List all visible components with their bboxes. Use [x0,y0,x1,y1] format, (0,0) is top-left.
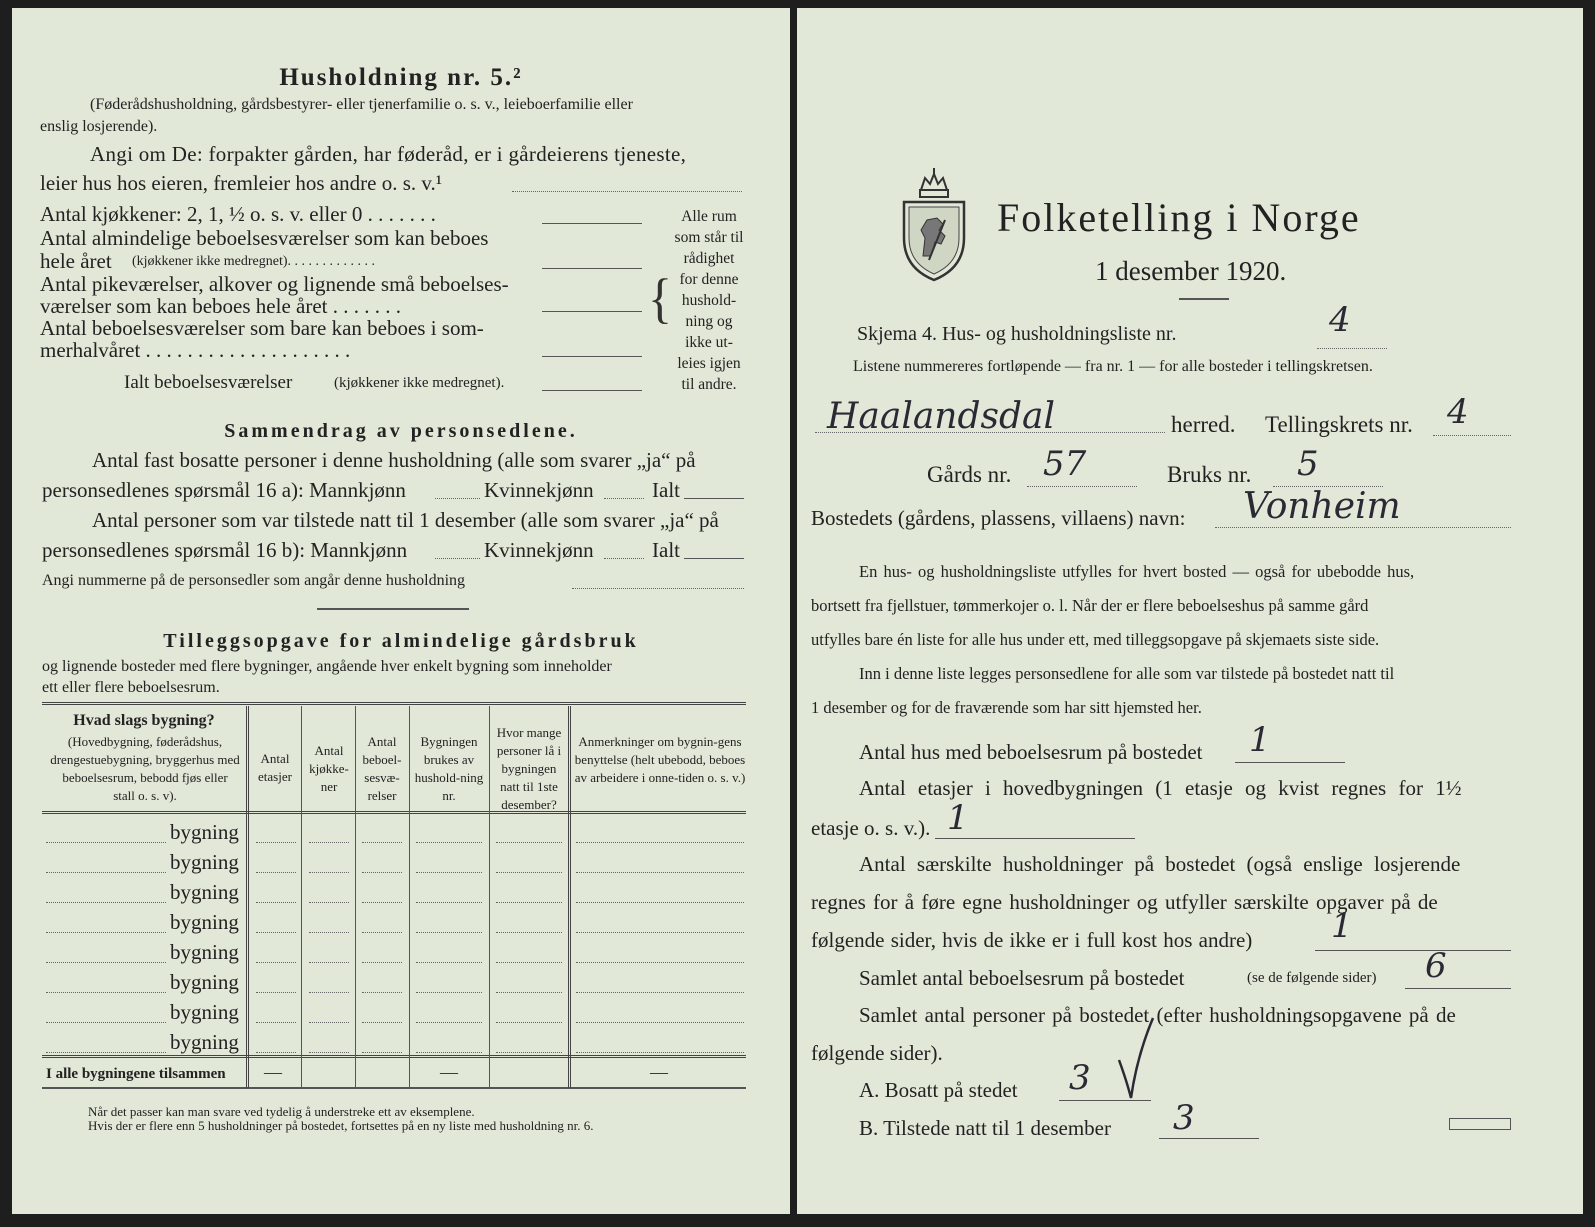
rooms-summer-1: Antal beboelsesværelser som bare kan beboes i som- [40,316,484,340]
right-page [797,8,1583,1214]
side-note: Alle rum som står til rådighet for denne hushold- ning og ikke ut- leies igjen til andre. [674,208,744,393]
row-answer-line [362,932,402,933]
coat-of-arms-icon [901,168,967,282]
answer-line [542,223,642,224]
answer-line [1317,348,1387,349]
row-answer-line [496,992,562,993]
row-label: bygning [170,910,239,934]
row-answer-line [309,1052,349,1053]
row-label: bygning [170,850,239,874]
table-top-rule [42,702,746,705]
q-etasjer-2: etasje o. s. v.). [811,816,931,840]
rooms-kitchens: Antal kjøkkener: 2, 1, ½ o. s. v. eller 0 . . . . . . . [40,202,436,226]
q-etasjer-1: Antal etasjer i hovedbygningen (1 etasje og kvist regnes for 1½ [859,776,1462,800]
row-answer-line [256,992,296,993]
row-answer-line [576,1052,744,1053]
answer-line [1235,762,1345,763]
tellingskrets-label: Tellingskrets nr. [1265,412,1413,437]
angi-line-2: leier hus hos eieren, fremleier hos andre o. s. v.¹ [40,171,443,195]
row-answer-line [309,992,349,993]
bosted-label: Bostedets (gårdens, plassens, villaens) navn: [811,506,1186,530]
row-answer-line [416,962,482,963]
col-divider [568,706,571,1088]
row-answer-line [256,842,296,843]
q-b-hw: 3 [1173,1098,1195,1138]
printer-stamp [1449,1118,1511,1130]
angi-nummerne: Angi nummerne på de personsedler som angår denne husholdning [42,572,466,589]
row-label: bygning [170,1030,239,1054]
answer-line [435,498,480,499]
row-answer-line [309,842,349,843]
row-answer-line [46,962,166,963]
row-answer-line [309,872,349,873]
row-answer-line [576,992,744,993]
total-dash: — [440,1062,458,1082]
summary-line-3: Antal personer som var tilstede natt til 1 desember (alle som svarer „ja“ på [92,508,719,532]
footnote-2: Hvis der er flere enn 5 husholdninger på bostedet, fortsettes på en ny liste med husholdning nr. 6. [88,1118,594,1133]
answer-line [684,558,744,559]
rooms-small-1: Antal pikeværelser, alkover og lignende små beboelses- [40,272,509,296]
answer-line [1433,435,1511,436]
q-hush-2: regnes for å føre egne husholdninger og utfyller særskilte opgaver på de [811,890,1438,914]
ialt-note: (kjøkkener ikke medregnet). [334,375,505,391]
bruks-hw: 5 [1297,444,1319,484]
summary-title: Sammendrag av personsedlene. [224,420,578,442]
th-remarks: Anmerkninger om bygnin-gens benyttelse (helt ubebodd, beboes av arbeidere i onne-tiden o. s. v.) [574,734,746,785]
skjema-label: Skjema 4. Hus- og husholdningsliste nr. [857,323,1177,345]
summary-line-1: Antal fast bosatte personer i denne husholdning (alle som svarer „ja“ på [92,448,696,472]
row-answer-line [46,992,166,993]
instruction-4: Inn i denne liste legges personsedlene for alle som var tilstede på bostedet natt til [859,664,1395,683]
ialt-label: Ialt beboelsesværelser [124,372,293,393]
rooms-summer-2: merhalvåret . . . . . . . . . . . . . . . . . . . . [40,338,351,362]
listene-note: Listene nummereres fortløpende — fra nr. 1 — for alle bosteder i tellingskretsen. [853,358,1373,375]
row-answer-line [256,872,296,873]
row-answer-line [496,1052,562,1053]
row-label: bygning [170,940,239,964]
row-label: bygning [170,880,239,904]
row-answer-line [362,962,402,963]
answer-line [935,838,1135,839]
q-b: B. Tilstede natt til 1 desember [859,1116,1111,1140]
row-answer-line [362,992,402,993]
row-answer-line [496,1022,562,1023]
row-answer-line [46,842,166,843]
row-answer-line [309,1022,349,1023]
row-answer-line [256,1052,296,1053]
skjema-number-hw: 4 [1329,300,1351,340]
row-answer-line [362,842,402,843]
row-answer-line [256,1022,296,1023]
supplement-intro-1: og lignende bosteder med flere bygninger, angående hver enkelt bygning som inneholder [42,658,612,675]
answer-line [1027,486,1137,487]
summary-line-4: personsedlenes spørsmål 16 b): Mannkjønn [42,538,408,562]
census-title: Folketelling i Norge [997,195,1361,240]
total-dash: — [264,1062,282,1082]
intro-line-1: (Føderådshusholdning, gårdsbestyrer- eller tjenerfamilie o. s. v., leieboerfamilie eller [90,96,633,113]
row-answer-line [46,872,166,873]
left-page [12,8,790,1214]
supplement-title: Tilleggsopgave for almindelige gårdsbruk [163,630,639,652]
row-answer-line [256,902,296,903]
q-hush-1: Antal særskilte husholdninger på bostedet (også enslige losjerende [859,852,1461,876]
row-answer-line [576,902,744,903]
row-answer-line [362,872,402,873]
angi-answer-line [512,191,742,192]
row-answer-line [496,932,562,933]
row-answer-line [416,902,482,903]
census-date: 1 desember 1920. [1095,256,1287,286]
q-rum: Samlet antal beboelsesrum på bostedet [859,966,1185,990]
row-answer-line [416,872,482,873]
row-answer-line [576,872,744,873]
summary-ialt-1: Ialt [652,478,680,502]
summary-line-2: personsedlenes spørsmål 16 a): Mannkjønn [42,478,406,502]
bruks-label: Bruks nr. [1167,462,1252,487]
gards-label: Gårds nr. [927,462,1012,487]
q-pers-1: Samlet antal personer på bostedet (efter husholdningsopgavene på de [859,1003,1456,1027]
row-answer-line [362,1052,402,1053]
row-answer-line [362,1022,402,1023]
answer-line [1315,950,1511,951]
row-answer-line [576,842,744,843]
herred-hw: Haalandsdal [827,396,1056,437]
q-rum-note: (se de følgende sider) [1247,970,1377,986]
brace: { [648,267,672,329]
row-answer-line [46,1022,166,1023]
gards-hw: 57 [1043,444,1087,484]
row-answer-line [416,932,482,933]
row-answer-line [416,1022,482,1023]
rooms-small-2: værelser som kan beboes hele året . . . . . . . [40,294,401,318]
row-label: bygning [170,820,239,844]
row-answer-line [309,932,349,933]
total-dash: — [650,1062,668,1082]
q-hus-hw: 1 [1249,720,1271,760]
col-divider [409,706,410,1088]
answer-line [1059,1100,1151,1101]
q-a: A. Bosatt på stedet [859,1078,1018,1102]
answer-line [542,311,642,312]
row-answer-line [576,932,744,933]
q-hush-3: følgende sider, hvis de ikke er i full kost hos andre) [811,928,1253,952]
col-divider [355,706,356,1088]
row-answer-line [309,902,349,903]
q-rum-hw: 6 [1425,946,1447,986]
supplement-intro-2: ett eller flere beboelsesrum. [42,679,220,696]
th-used-by: Bygningen brukes av hushold-ning nr. [414,734,484,803]
row-answer-line [576,962,744,963]
check-mark-icon [1115,1016,1155,1100]
row-answer-line [256,932,296,933]
row-label: bygning [170,970,239,994]
answer-line [604,558,644,559]
herred-label: herred. [1171,412,1236,437]
summary-ialt-2: Ialt [652,538,680,562]
row-answer-line [46,932,166,933]
answer-line [684,498,744,499]
answer-line [604,498,644,499]
q-pers-2: følgende sider). [811,1041,943,1065]
col-divider [489,706,490,1088]
answer-line [1215,527,1511,528]
answer-line [1405,988,1511,989]
table-bottom-rule [42,1087,746,1089]
th-building-type-note: (Hovedbygning, føderådshus, drengestuebygning, bryggerhus med beboelsesrum, bebodd fjøs eller stall o. s. v). [50,734,240,803]
summary-kvinne-2: Kvinnekjønn [484,538,594,562]
q-a-hw: 3 [1069,1058,1091,1098]
separator [317,608,469,610]
q-etasjer-hw: 1 [947,798,969,838]
instruction-5: 1 desember og for de fraværende som har sitt hjemsted her. [811,698,1202,717]
summary-kvinne-1: Kvinnekjønn [484,478,594,502]
answer-line [1159,1138,1259,1139]
tellingskrets-hw: 4 [1447,392,1469,432]
instruction-1: En hus- og husholdningsliste utfylles for hvert bosted — også for ubebodde hus, [859,562,1415,581]
row-answer-line [46,902,166,903]
answer-line [542,356,642,357]
answer-line [542,268,642,269]
q-hus: Antal hus med beboelsesrum på bostedet [859,740,1203,764]
row-answer-line [416,842,482,843]
row-label: bygning [170,1000,239,1024]
answer-line [542,390,642,391]
instruction-2: bortsett fra fjellstuer, tømmerkojer o. l. Når der er flere beboelseshus på samme gård [811,596,1369,615]
row-answer-line [496,872,562,873]
row-answer-line [496,842,562,843]
answer-line [815,432,1165,433]
row-answer-line [309,962,349,963]
th-kitchens: Antal kjøkke-ner [309,743,349,794]
instruction-3: utfylles bare én liste for alle hus under ett, med tilleggsopgave på skjemaets siste side. [811,630,1380,649]
intro-line-2: enslig losjerende). [40,118,158,135]
answer-line [435,558,480,559]
row-answer-line [576,1022,744,1023]
rooms-ordinary-1: Antal almindelige beboelsesværelser som kan beboes [40,226,489,250]
footnote-1: Når det passer kan man svare ved tydelig å understreke ett av eksemplene. [88,1104,475,1119]
row-answer-line [416,1052,482,1053]
col-divider [246,706,249,1088]
row-answer-line [416,992,482,993]
answer-line [572,588,744,589]
th-building-type: Hvad slags bygning? [73,712,215,729]
household-title: Husholdning nr. 5.² [279,64,523,91]
col-divider [301,706,302,1088]
row-answer-line [496,902,562,903]
table-total-rule [42,1055,746,1058]
row-answer-line [256,962,296,963]
th-persons: Hvor mange personer lå i bygningen natt til 1ste desember? [496,725,562,812]
row-answer-line [362,902,402,903]
th-floors: Antal etasjer [258,751,292,784]
bosted-hw: Vonheim [1243,486,1401,527]
row-answer-line [46,1052,166,1053]
th-rooms: Antal beboel-sesvæ-relser [362,734,402,803]
table-header-rule [42,811,746,814]
rooms-ordinary-2: hele året [40,249,112,273]
total-label: I alle bygningene tilsammen [46,1066,226,1082]
title-rule [1179,298,1229,300]
row-answer-line [496,962,562,963]
rooms-ordinary-note: (kjøkkener ikke medregnet). . . . . . . . . . . . . [132,254,375,269]
angi-line-1: Angi om De: forpakter gården, har føderåd, er i gårdeierens tjeneste, [90,142,687,166]
q-hush-hw: 1 [1331,906,1353,946]
